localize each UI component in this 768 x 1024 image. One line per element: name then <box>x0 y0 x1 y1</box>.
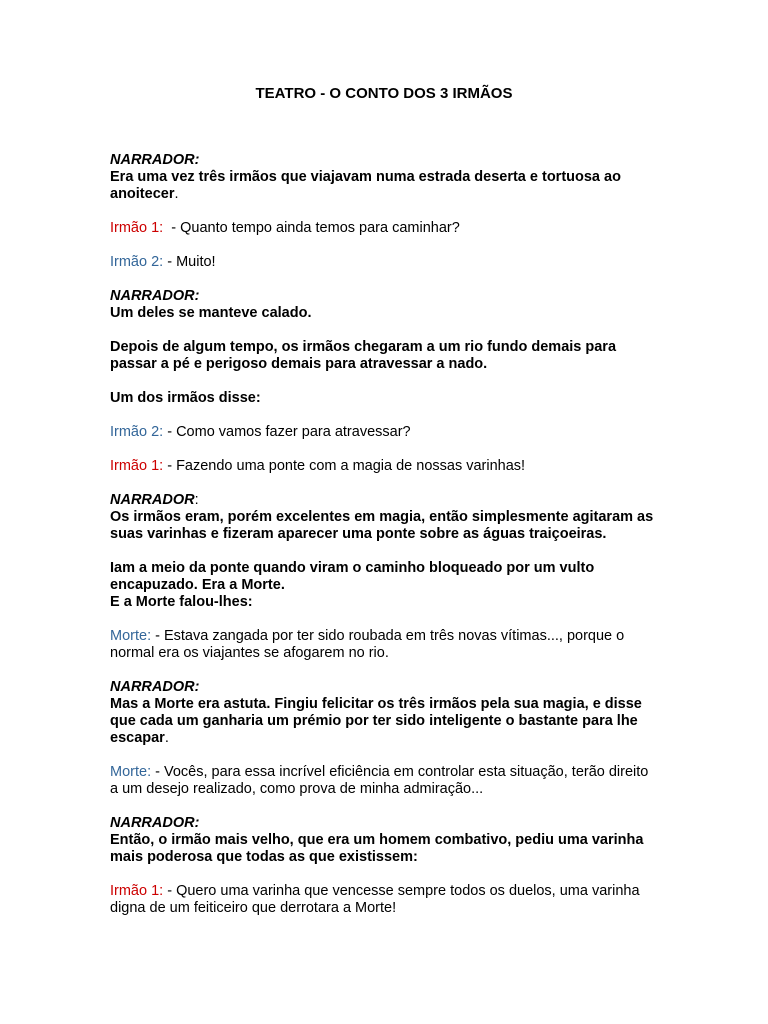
dialog-line-2 <box>110 254 658 271</box>
narration-text: Iam a meio da ponte quando viram o caminho bloqueado por um vulto encapuzado. Era a Morte. <box>110 560 595 593</box>
narrator-block-4 <box>110 679 658 747</box>
dialog-line-4 <box>110 458 658 475</box>
dialog-line-1 <box>110 220 658 237</box>
narrator-block-5 <box>110 815 658 866</box>
narration-paragraph <box>110 560 658 611</box>
narration-text: Então, o irmão mais velho, que era um homem combativo, pediu uma varinha mais poderosa que todas as que existissem: <box>110 832 644 865</box>
dialog-text: - Vocês, para essa incrível eficiência em controlar esta situação, terão direito a um desejo realizado, como prova de minha admiração... <box>110 764 649 797</box>
dialog-line-7 <box>110 883 658 917</box>
narration-text: Era uma vez três irmãos que viajavam numa estrada deserta e tortuosa ao anoitecer <box>110 169 621 202</box>
narrator-label: NARRADOR: <box>110 815 200 831</box>
narrator-block-2 <box>110 288 658 322</box>
dialog-text: - Estava zangada por ter sido roubada em três novas vítimas..., porque o normal era os viajantes se afogarem no rio. <box>110 628 625 661</box>
dialog-text: - Fazendo uma ponte com a magia de nossas varinhas! <box>163 458 526 474</box>
narrator-label: NARRADOR: <box>110 679 200 695</box>
speaker-irmao-1: Irmão 1: <box>110 458 164 474</box>
dialog-text: - Muito! <box>163 254 216 270</box>
dialog-text: - Quanto tempo ainda temos para caminhar? <box>163 220 460 236</box>
speaker-morte: Morte: <box>110 628 152 644</box>
dialog-text: - Quero uma varinha que vencesse sempre todos os duelos, uma varinha digna de um feiticeiro que derrotara a Morte! <box>110 883 640 916</box>
narrator-block-1 <box>110 152 658 203</box>
speaker-irmao-2: Irmão 2: <box>110 424 164 440</box>
narration-paragraph: Um dos irmãos disse: <box>110 390 261 406</box>
narration-text: Os irmãos eram, porém excelentes em magia, então simplesmente agitaram as suas varinhas e fizeram aparecer uma ponte sobre as águas traiçoeiras. <box>110 509 654 542</box>
dialog-line-6 <box>110 764 658 798</box>
narration-end: . <box>174 186 179 202</box>
narration-end: . <box>164 730 169 746</box>
script-body <box>110 152 658 917</box>
dialog-line-5 <box>110 628 658 662</box>
narrator-label: NARRADOR <box>110 492 195 508</box>
speaker-irmao-1: Irmão 1: <box>110 883 164 899</box>
narration-text: Mas a Morte era astuta. Fingiu felicitar os três irmãos pela sua magia, e disse que cada um ganharia um prémio por ter sido inteligente o bastante para lhe escapar <box>110 696 642 746</box>
dialog-text: - Como vamos fazer para atravessar? <box>163 424 411 440</box>
narration-paragraph: Depois de algum tempo, os irmãos chegaram a um rio fundo demais para passar a pé e perigoso demais para atravessar a nado. <box>110 339 617 372</box>
narrator-block-3 <box>110 492 658 543</box>
narrator-label: NARRADOR: <box>110 288 200 304</box>
speaker-morte: Morte: <box>110 764 152 780</box>
narration-text: E a Morte falou-lhes: <box>110 594 253 610</box>
document-title: TEATRO - O CONTO DOS 3 IRMÃOS <box>255 85 513 102</box>
speaker-irmao-2: Irmão 2: <box>110 254 164 270</box>
dialog-line-3 <box>110 424 658 441</box>
narrator-colon: : <box>194 492 199 508</box>
speaker-irmao-1: Irmão 1: <box>110 220 164 236</box>
narration-text: Um deles se manteve calado. <box>110 305 312 321</box>
narrator-label: NARRADOR: <box>110 152 200 168</box>
